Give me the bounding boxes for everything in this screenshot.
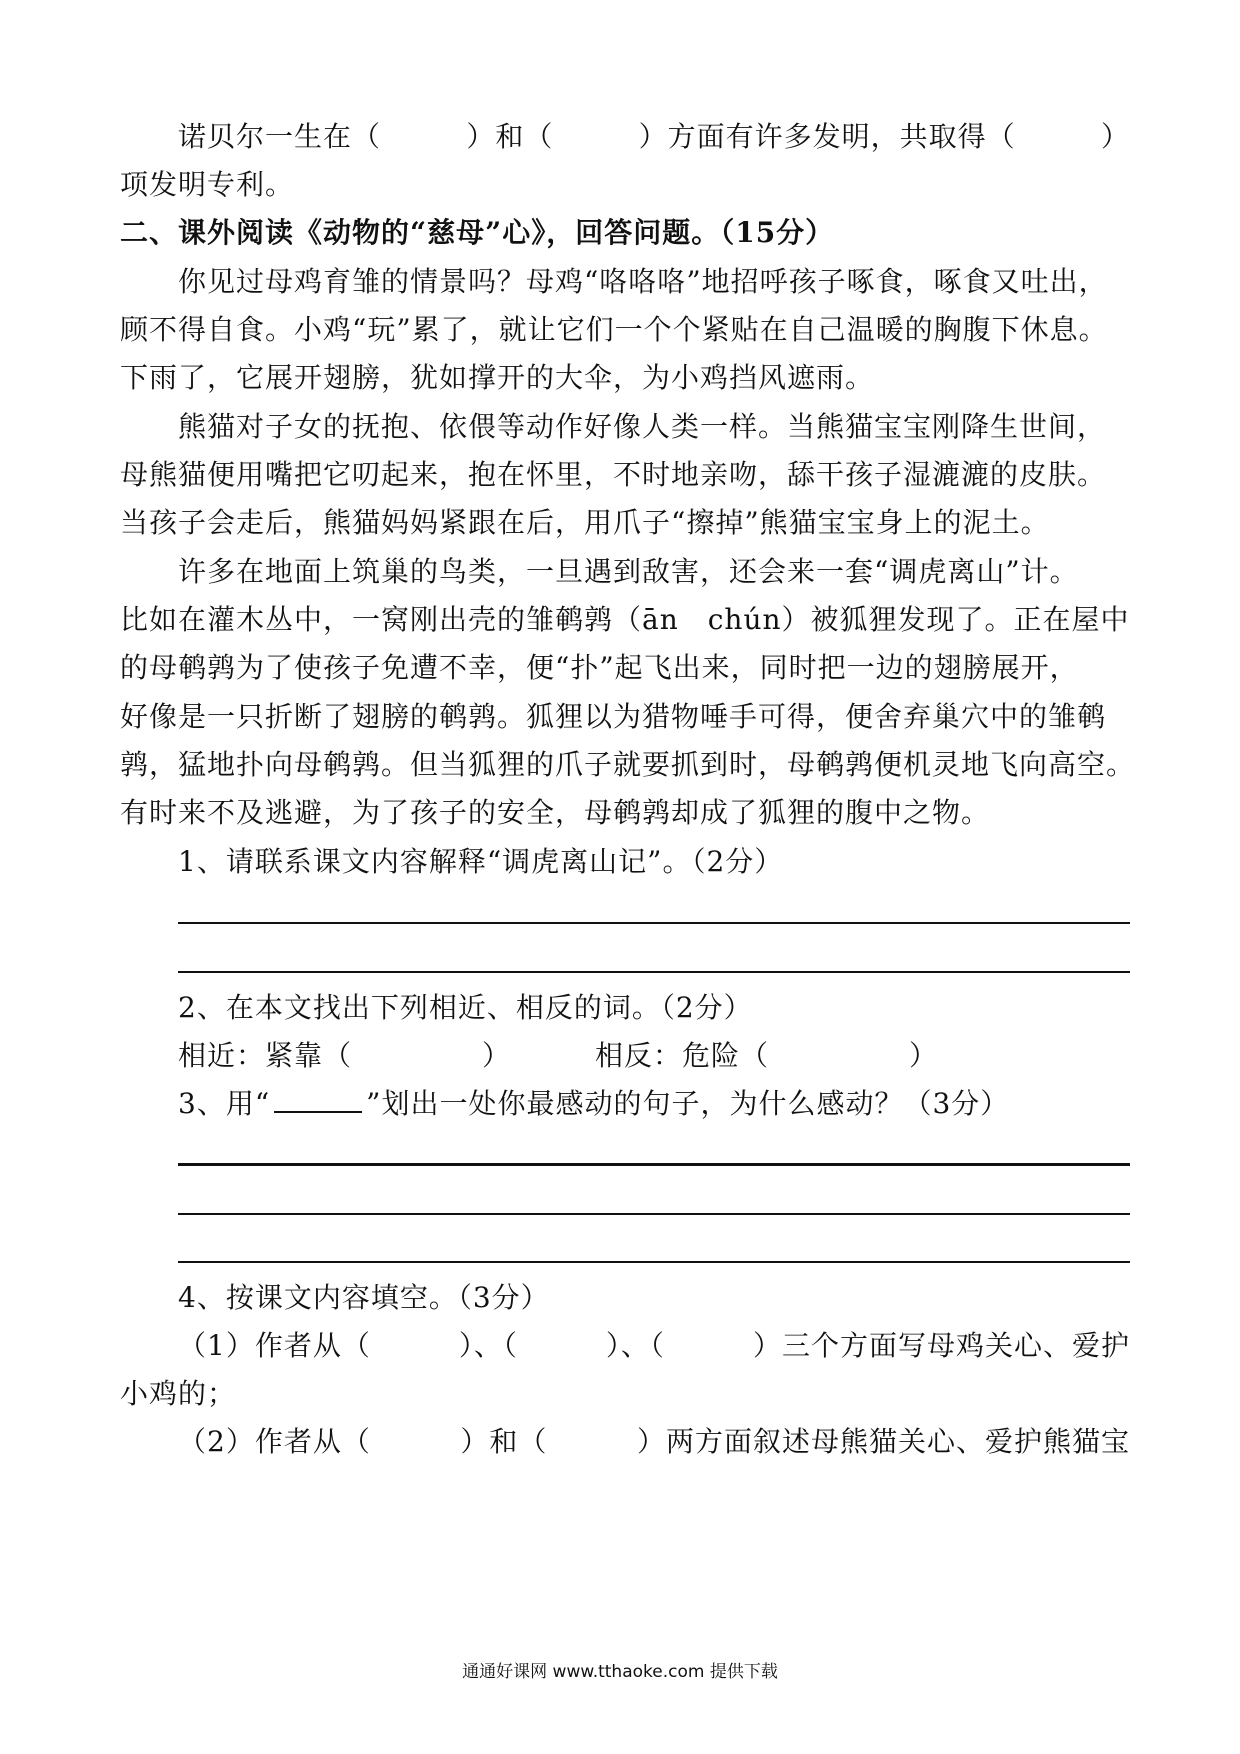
q4-1-part-3: ）、（ <box>605 1329 665 1362</box>
answer-line-q1-2[interactable] <box>178 971 1130 973</box>
question-2: 2、在本文找出下列相近、相反的词。（2分） <box>178 991 753 1024</box>
answer-line-q3-3[interactable] <box>178 1261 1130 1263</box>
near-word-close: ） <box>482 1039 512 1072</box>
near-word-label: 相近：紧靠（ <box>178 1039 353 1072</box>
passage-line-10: 好像是一只折断了翅膀的鹌鹑。狐狸以为猎物唾手可得，便舍弃巢穴中的雏鹌 <box>120 700 1107 733</box>
opposite-word-close: ） <box>909 1039 939 1072</box>
passage-line-9: 的母鹌鹑为了使孩子免遭不幸，便“扑”起飞出来，同时把一边的翅膀展开， <box>120 651 1079 684</box>
question-4: 4、按课文内容填空。（3分） <box>178 1281 550 1314</box>
passage-line-3: 下雨了，它展开翅膀，犹如撑开的大伞，为小鸡挡风遮雨。 <box>120 361 875 394</box>
q4-1-part-2: ）、（ <box>458 1329 518 1362</box>
passage-line-11: 鹑，猛地扑向母鹌鹑。但当狐狸的爪子就要抓到时，母鹌鹑便机灵地飞向高空。 <box>120 748 1136 781</box>
passage-line-8: 比如在灌木丛中，一窝刚出壳的雏鹌鹑（ān chún）被狐狸发现了。正在屋中 <box>120 603 1130 636</box>
opposite-word-label: 相反：危险（ <box>595 1039 770 1072</box>
passage-line-5: 母熊猫便用嘴把它叨起来，抱在怀里，不时地亲吻，舔干孩子湿漉漉的皮肤。 <box>120 458 1107 491</box>
nobel-text-part-4: ） <box>1100 120 1130 153</box>
question-4-1-line-2: 小鸡的； <box>120 1377 237 1410</box>
q4-1-part-1: （1）作者从（ <box>178 1329 371 1362</box>
answer-line-q1-1[interactable] <box>178 922 1130 924</box>
question-4-2-line-1 <box>178 1422 1130 1462</box>
passage-line-7: 许多在地面上筑巢的鸟类，一旦遇到敌害，还会来一套“调虎离山”计。 <box>178 555 1079 588</box>
question-3-suffix: ”划出一处你最感动的句子，为什么感动？（3分） <box>366 1087 1010 1120</box>
passage-line-12: 有时来不及逃避，为了孩子的安全，母鹌鹑却成了狐狸的腹中之物。 <box>120 796 991 829</box>
q4-2-part-2: ）和（ <box>460 1425 548 1458</box>
q4-2-part-1: （2）作者从（ <box>178 1425 371 1458</box>
question-2-words <box>178 1036 1130 1076</box>
nobel-question-line-2: 项发明专利。 <box>120 168 295 201</box>
page-footer: 通通好课网 www.tthaoke.com 提供下载 <box>462 1662 778 1682</box>
answer-line-q3-2[interactable] <box>178 1213 1130 1215</box>
underline-sample <box>274 1085 362 1113</box>
question-3 <box>178 1084 1130 1124</box>
question-1: 1、请联系课文内容解释“调虎离山记”。（2分） <box>178 845 784 878</box>
question-3-prefix: 3、用“ <box>178 1087 271 1120</box>
nobel-text-part-1: 诺贝尔一生在（ <box>178 120 382 153</box>
passage-line-4: 熊猫对子女的抚抱、依偎等动作好像人类一样。当熊猫宝宝刚降生世间， <box>178 410 1107 443</box>
q4-1-part-4: ）三个方面写母鸡关心、爱护 <box>752 1329 1130 1362</box>
nobel-question-line-1 <box>178 117 1130 157</box>
passage-line-2: 顾不得自食。小鸡“玩”累了，就让它们一个个紧贴在自己温暖的胸腹下休息。 <box>120 313 1108 346</box>
q4-2-part-3: ）两方面叙述母熊猫关心、爱护熊猫宝 <box>636 1425 1130 1458</box>
section-2-heading: 二、课外阅读《动物的“慈母”心》，回答问题。（15分） <box>120 216 835 249</box>
passage-line-6: 当孩子会走后，熊猫妈妈紧跟在后，用爪子“擦掉”熊猫宝宝身上的泥土。 <box>120 506 1050 539</box>
passage-line-1: 你见过母鸡育雏的情景吗？母鸡“咯咯咯”地招呼孩子啄食，啄食又吐出， <box>178 265 1108 298</box>
question-4-1-line-1 <box>178 1326 1130 1366</box>
nobel-text-part-2: ）和（ <box>466 120 554 153</box>
nobel-text-part-3: ）方面有许多发明，共取得（ <box>638 120 1016 153</box>
answer-line-q3-1[interactable] <box>178 1163 1130 1166</box>
